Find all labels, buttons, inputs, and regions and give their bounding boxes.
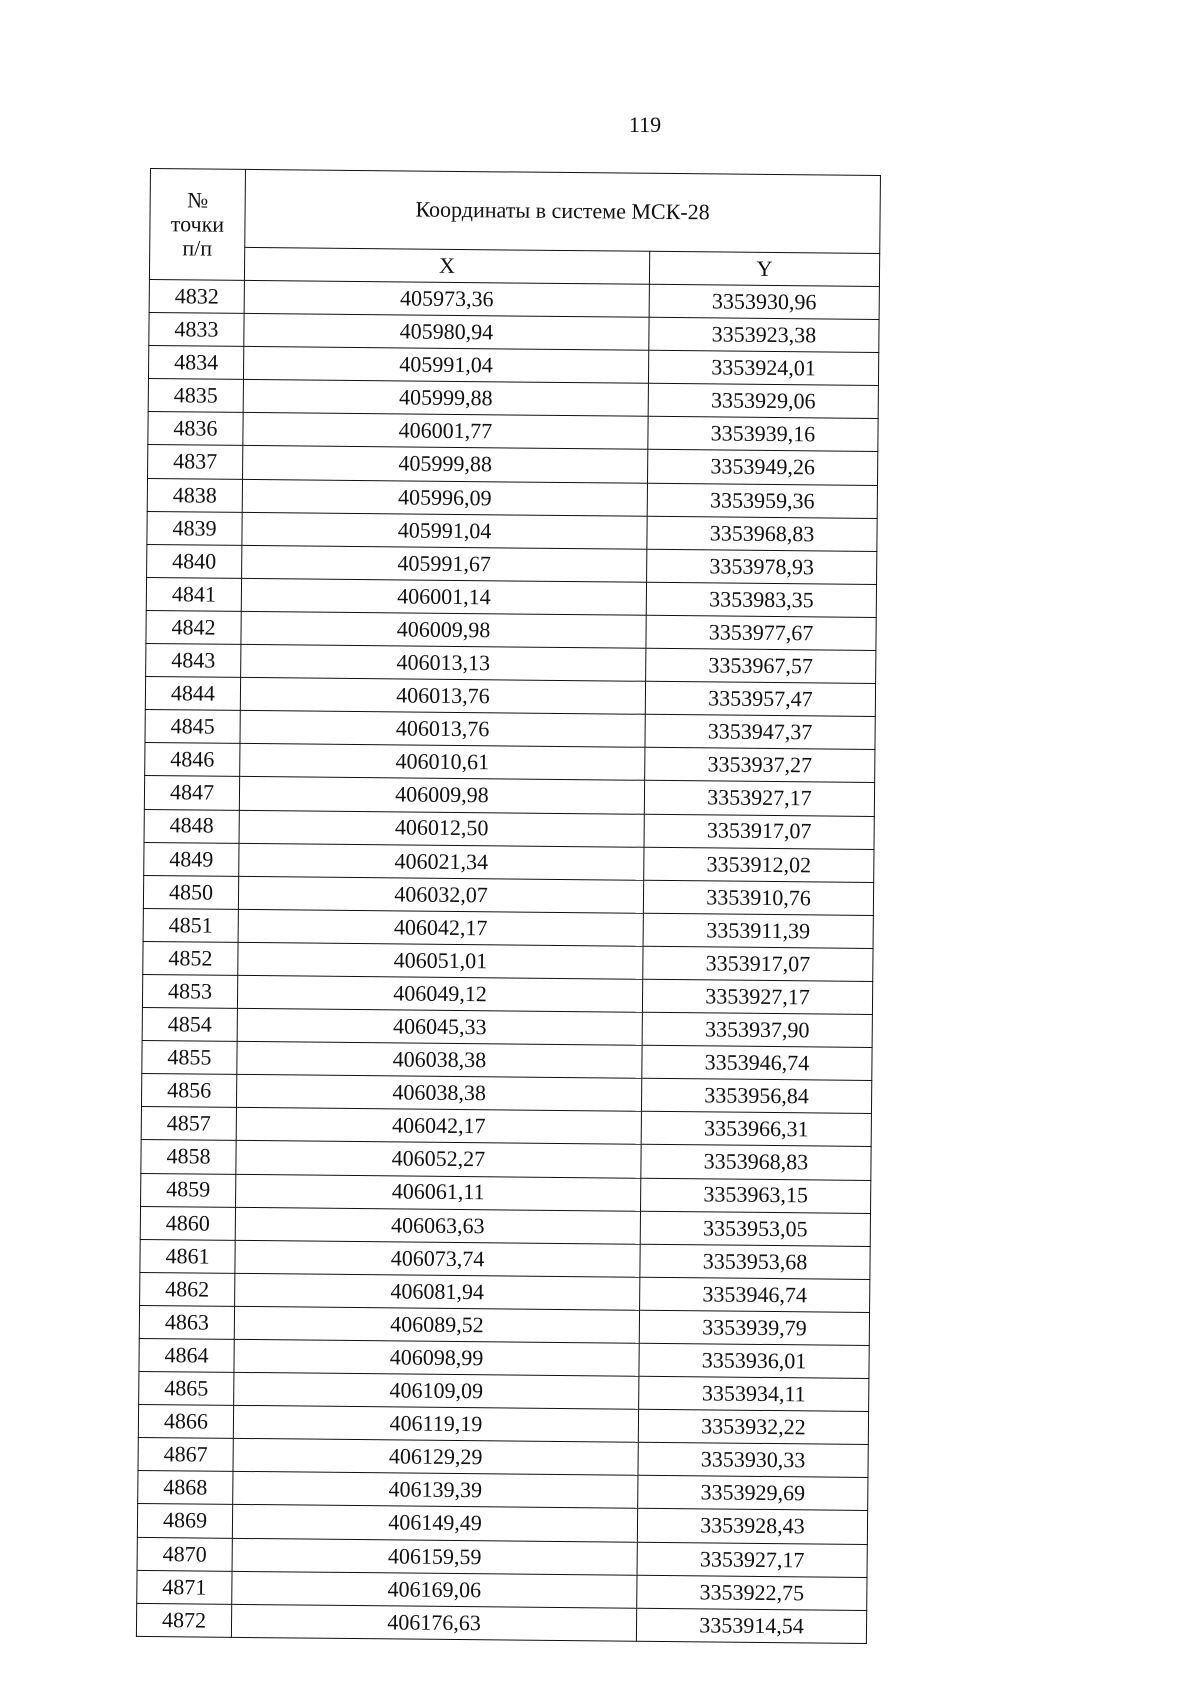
point-number-cell: 4844	[145, 677, 240, 711]
y-coordinate-cell: 3353917,07	[643, 946, 873, 981]
point-number-header-line3: п/п	[182, 235, 213, 261]
table-body	[136, 279, 879, 1643]
x-coordinate-cell: 406001,77	[243, 413, 648, 450]
x-coordinate-cell: 406049,12	[237, 975, 642, 1012]
point-number-cell: 4861	[140, 1239, 235, 1273]
y-coordinate-cell: 3353939,79	[639, 1310, 869, 1345]
y-coordinate-cell: 3353978,93	[647, 549, 877, 584]
x-coordinate-cell: 406013,76	[240, 678, 645, 715]
x-coordinate-cell: 406051,01	[238, 942, 643, 979]
x-coordinate-cell: 406052,27	[236, 1141, 641, 1178]
y-coordinate-cell: 3353946,74	[640, 1277, 870, 1312]
x-coordinate-cell: 406009,98	[239, 777, 644, 814]
point-number-cell: 4841	[146, 577, 241, 611]
y-coordinate-cell: 3353927,17	[642, 979, 872, 1014]
x-coordinate-cell: 406001,14	[241, 578, 646, 615]
point-number-cell: 4857	[141, 1107, 236, 1141]
table-header	[149, 169, 880, 287]
y-coordinate-cell: 3353953,05	[640, 1211, 870, 1246]
x-coordinate-cell: 406009,98	[241, 611, 646, 648]
point-number-cell: 4869	[137, 1504, 232, 1538]
y-coordinate-cell: 3353930,33	[638, 1443, 868, 1478]
point-number-cell: 4836	[148, 412, 243, 446]
point-number-cell: 4848	[144, 809, 239, 843]
x-coordinate-cell: 406012,50	[239, 810, 644, 847]
point-number-cell: 4855	[142, 1041, 237, 1075]
y-coordinate-cell: 3353949,26	[648, 450, 878, 485]
x-coordinate-cell: 406042,17	[238, 909, 643, 946]
y-coordinate-cell: 3353911,39	[643, 913, 873, 948]
y-coordinate-cell: 3353923,38	[649, 317, 879, 352]
y-coordinate-cell: 3353966,31	[641, 1112, 871, 1147]
y-coordinate-cell: 3353967,57	[646, 648, 876, 683]
y-column-header: Y	[649, 251, 879, 287]
coordinates-table	[136, 168, 881, 1644]
x-coordinate-cell: 405999,88	[243, 446, 648, 483]
point-number-cell: 4863	[139, 1305, 234, 1339]
point-number-cell: 4845	[145, 710, 240, 744]
y-coordinate-cell: 3353956,84	[641, 1079, 871, 1114]
x-coordinate-cell: 406098,99	[234, 1339, 639, 1376]
x-column-header: X	[244, 247, 649, 284]
point-number-cell: 4849	[144, 842, 239, 876]
x-coordinate-cell: 406045,33	[237, 1008, 642, 1045]
x-coordinate-cell: 405996,09	[242, 479, 647, 516]
point-number-cell: 4860	[140, 1206, 235, 1240]
y-coordinate-cell: 3353947,37	[645, 714, 875, 749]
point-number-cell: 4862	[140, 1272, 235, 1306]
point-number-cell: 4854	[142, 1008, 237, 1042]
x-coordinate-cell: 406149,49	[232, 1505, 637, 1542]
x-coordinate-cell: 406013,13	[241, 644, 646, 681]
y-coordinate-cell: 3353937,27	[645, 748, 875, 783]
x-coordinate-cell: 406010,61	[240, 744, 645, 781]
y-coordinate-cell: 3353929,06	[648, 384, 878, 419]
y-coordinate-cell: 3353946,74	[642, 1045, 872, 1080]
x-coordinate-cell: 406159,59	[232, 1538, 637, 1575]
y-coordinate-cell: 3353927,17	[637, 1542, 867, 1577]
x-coordinate-cell: 405991,04	[242, 512, 647, 549]
table-row	[136, 1603, 866, 1643]
point-number-cell: 4871	[137, 1570, 232, 1604]
y-coordinate-cell: 3353917,07	[644, 814, 874, 849]
point-number-cell: 4870	[137, 1537, 232, 1571]
x-coordinate-cell: 405973,36	[244, 280, 649, 317]
x-coordinate-cell: 406176,63	[231, 1604, 636, 1641]
x-coordinate-cell: 406032,07	[238, 876, 643, 913]
x-coordinate-cell: 406109,09	[234, 1372, 639, 1409]
point-number-header-line1: №	[187, 187, 209, 213]
point-number-cell: 4842	[146, 610, 241, 644]
y-coordinate-cell: 3353914,54	[636, 1608, 866, 1643]
x-coordinate-cell: 406038,38	[237, 1042, 642, 1079]
point-number-cell: 4865	[139, 1372, 234, 1406]
y-coordinate-cell: 3353922,75	[637, 1575, 867, 1610]
point-number-header	[149, 169, 245, 281]
x-coordinate-cell: 406089,52	[234, 1306, 639, 1343]
y-coordinate-cell: 3353929,69	[638, 1476, 868, 1511]
x-coordinate-cell: 405980,94	[244, 314, 649, 351]
y-coordinate-cell: 3353932,22	[638, 1409, 868, 1444]
point-number-cell: 4838	[147, 478, 242, 512]
x-coordinate-cell: 406038,38	[236, 1075, 641, 1112]
point-number-cell: 4853	[142, 974, 237, 1008]
point-number-cell: 4858	[141, 1140, 236, 1174]
point-number-cell: 4867	[138, 1438, 233, 1472]
coordinates-header: Координаты в системе МСК-28	[245, 169, 881, 253]
point-number-cell: 4843	[146, 644, 241, 678]
x-coordinate-cell: 405991,67	[242, 545, 647, 582]
y-coordinate-cell: 3353959,36	[647, 483, 877, 518]
page-number: 119	[628, 112, 662, 137]
y-coordinate-cell: 3353957,47	[645, 681, 875, 716]
y-coordinate-cell: 3353927,17	[644, 781, 874, 816]
x-coordinate-cell: 406073,74	[235, 1240, 640, 1277]
x-coordinate-cell: 406139,39	[233, 1472, 638, 1509]
point-number-cell: 4856	[141, 1074, 236, 1108]
y-coordinate-cell: 3353983,35	[646, 582, 876, 617]
point-number-cell: 4850	[143, 875, 238, 909]
x-coordinate-cell: 406169,06	[232, 1571, 637, 1608]
x-coordinate-cell: 406021,34	[239, 843, 644, 880]
y-coordinate-cell: 3353930,96	[649, 284, 879, 319]
y-coordinate-cell: 3353953,68	[640, 1244, 870, 1279]
x-coordinate-cell: 405999,88	[243, 380, 648, 417]
point-number-cell: 4832	[149, 279, 244, 313]
x-coordinate-cell: 406129,29	[233, 1439, 638, 1476]
point-number-cell: 4837	[148, 445, 243, 479]
point-number-cell: 4866	[138, 1405, 233, 1439]
y-coordinate-cell: 3353934,11	[639, 1376, 869, 1411]
y-coordinate-cell: 3353910,76	[643, 880, 873, 915]
point-number-cell: 4839	[147, 511, 242, 545]
point-number-cell: 4833	[149, 313, 244, 347]
point-number-cell: 4872	[136, 1603, 231, 1637]
x-coordinate-cell: 406119,19	[233, 1406, 638, 1443]
point-number-cell: 4852	[143, 941, 238, 975]
point-number-cell: 4851	[143, 908, 238, 942]
point-number-cell: 4846	[145, 743, 240, 777]
x-coordinate-cell: 405991,04	[243, 347, 648, 384]
y-coordinate-cell: 3353912,02	[644, 847, 874, 882]
x-coordinate-cell: 406042,17	[236, 1108, 641, 1145]
y-coordinate-cell: 3353936,01	[639, 1343, 869, 1378]
point-number-cell: 4840	[147, 544, 242, 578]
y-coordinate-cell: 3353924,01	[648, 350, 878, 385]
y-coordinate-cell: 3353963,15	[641, 1178, 871, 1213]
y-coordinate-cell: 3353928,43	[637, 1509, 867, 1544]
x-coordinate-cell: 406081,94	[235, 1273, 640, 1310]
point-number-cell: 4834	[148, 346, 243, 380]
y-coordinate-cell: 3353968,83	[647, 516, 877, 551]
y-coordinate-cell: 3353977,67	[646, 615, 876, 650]
x-coordinate-cell: 406063,63	[235, 1207, 640, 1244]
point-number-cell: 4868	[138, 1471, 233, 1505]
point-number-cell: 4859	[141, 1173, 236, 1207]
y-coordinate-cell: 3353968,83	[641, 1145, 871, 1180]
point-number-cell: 4847	[144, 776, 239, 810]
y-coordinate-cell: 3353937,90	[642, 1012, 872, 1047]
y-coordinate-cell: 3353939,16	[648, 417, 878, 452]
x-coordinate-cell: 406013,76	[240, 711, 645, 748]
point-number-cell: 4864	[139, 1338, 234, 1372]
x-coordinate-cell: 406061,11	[236, 1174, 641, 1211]
point-number-cell: 4835	[148, 379, 243, 413]
point-number-header-line2: точки	[170, 211, 225, 237]
